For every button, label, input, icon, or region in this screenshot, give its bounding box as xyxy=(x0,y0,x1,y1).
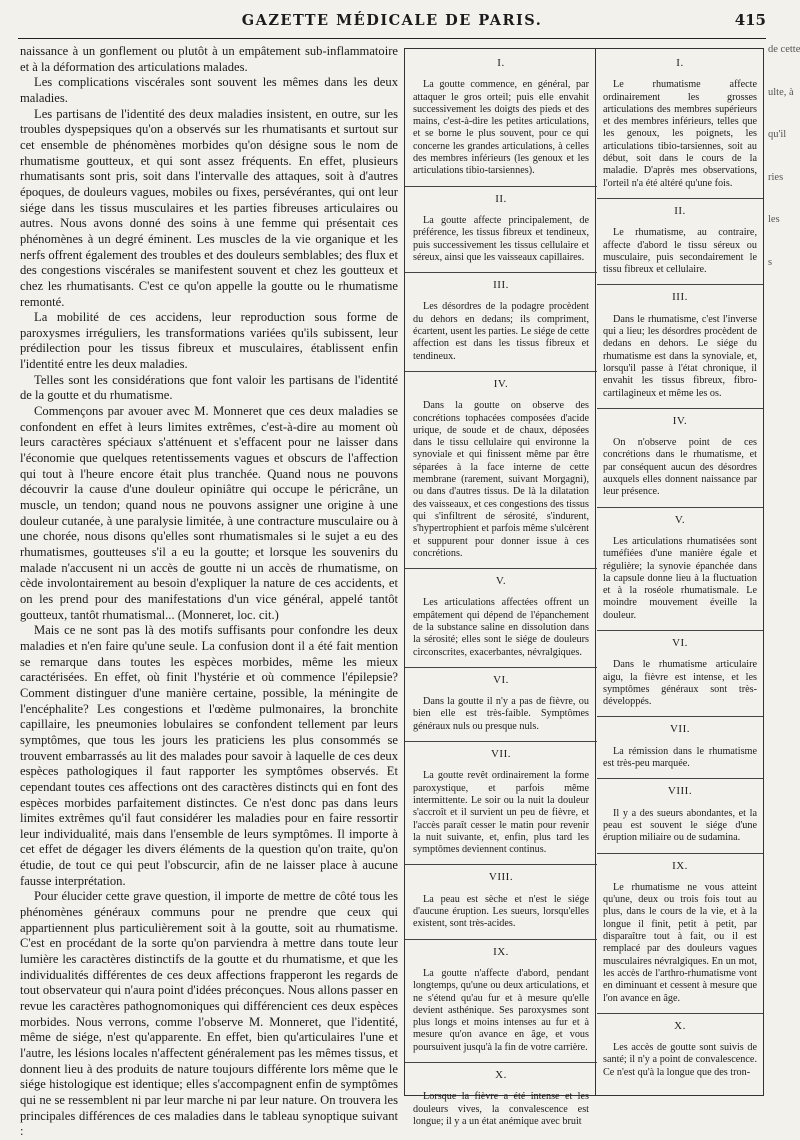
item-text: La goutte n'affecte d'abord, pendant longtemps, qu'une ou deux articulations, et ne s'étend qu'au fur et à mesure qu'elle devient asthénique. Ses paroxysmes sont plus longs et moins intenses au fur et à mesure qu'on avance en âge, et vous poursuivent jusqu'à la fin de votre carrière. xyxy=(413,967,589,1053)
item-text: Dans le rhumatisme articulaire aigu, la fièvre est intense, et les symptômes généraux sont très-développés. xyxy=(603,659,757,708)
paragraph: naissance à un gonflement ou plutôt à un empâtement sub-inflammatoire et à la déformation des articulations malades. xyxy=(20,44,398,74)
row-rule xyxy=(597,408,763,409)
rheumatism-item xyxy=(603,57,757,190)
item-text: La goutte commence, en général, par attaquer le gros orteil; puis elle envahit successivement les doigts des pieds et des mains, c'est-à-dire les petites articulations, et se borne le plus souvent, pour ce qui concerne les grandes articulations, à celles des membres inférieurs (les genoux et les articulations tibio-tarsiennes). xyxy=(413,79,589,177)
row-rule xyxy=(405,272,597,273)
row-rule xyxy=(597,853,763,854)
rheumatism-item xyxy=(603,785,757,844)
gout-item xyxy=(413,279,589,363)
item-text: La goutte affecte principalement, de préférence, les tissus fibreux et tendineux, puis successivement les tissus cellulaire et séreux, ainsi que les vaisseaux capillaires. xyxy=(413,214,589,263)
item-number: V. xyxy=(495,575,507,588)
fragment-line: qu'il xyxy=(768,129,787,140)
row-rule xyxy=(597,716,763,717)
item-number: IV. xyxy=(493,377,509,390)
item-text: Le rhumatisme affecte ordinairement les grosses articulations des membres supérieurs et des membres inférieurs, telles que les genoux, les poignets, les articulations tibio-tarsiennes, soit au début, soit dans le cours de la maladie. D'après mes observations, l'orteil n'a été altéré qu'une fois. xyxy=(603,79,757,189)
item-number: III. xyxy=(493,279,509,292)
item-number: I. xyxy=(497,57,505,69)
page-header xyxy=(18,10,766,36)
rheumatism-item xyxy=(603,860,757,1005)
gout-item xyxy=(413,575,589,659)
rheumatism-column xyxy=(603,55,757,1095)
main-text-column xyxy=(20,44,398,1139)
synoptic-table xyxy=(404,48,764,1127)
item-text: Le rhumatisme, au contraire, affecte d'abord le tissu séreux ou musculaire, puis secondairement le tissu fibreux et cellulaire. xyxy=(603,227,757,276)
item-number: IX. xyxy=(493,945,509,958)
rheumatism-item xyxy=(603,514,757,622)
fragment-line: de cette xyxy=(768,44,800,55)
fragment-line: ries xyxy=(768,171,784,183)
paragraph: Pour élucider cette grave question, il importe de mettre de côté tous les phénomènes généraux communs pour ne prendre que ceux qui appartiennent plus particulièrement soit à la goutte, soit au rhumatisme. C'est en procédant de la sorte qu'on parviendra à mettre dans toute leur lumière les caractères distinctifs de la goutte et du rhumatisme, et que les individualités différentes de ces deux affections frapperont les regards de tout observateur qui n'aura point d'idées préconçues. Nous allons passer en revue les caractères pathognomoniques qui différencient ces deux espèces morbides. Nous verrons, comme l'observe M. Monneret, que l'identité, même de siége, n'est qu'apparente. En effet, bien qu'articulaires l'une et l'autre, les lésions locales n'affectent généralement pas les mêmes tissus, et donnent lieu à des produits de nature toujours différente lors même que le siége histologique est identique; elles s'accompagnent enfin de symptômes qui ne se ressemblent ni par leur marche ni par leur nature. On trouvera les principales différences de ces maladies dans le tableau synoptique suivant : xyxy=(20,889,398,1139)
header-rule xyxy=(18,38,766,39)
rheumatism-item xyxy=(603,1020,757,1079)
item-number: IX. xyxy=(672,859,688,872)
gout-item xyxy=(413,193,589,264)
item-number: VI. xyxy=(672,636,688,649)
gout-item xyxy=(413,946,589,1054)
rheumatism-item xyxy=(603,415,757,499)
paragraph: Les partisans de l'identité des deux maladies insistent, en outre, sur les troubles dyspepsiques qu'on a observés sur les rhumatisants et surtout sur cet ensemble de phénomènes morbides qu'on désigne sous le nom de rhumatisme goutteux, et qui sont assez fréquents. En effet, plusieurs rhumatisants sont pris, soit dans l'intervalle des attaques, soit à d'autres époques, de douleurs vagues, mobiles ou fixes, persévérantes, qui ont leur siége dans les tissus musculaires et les parties fibreuses articulaires ou autres. Nous avons donné des soins à une femme qui présentait ces phénomènes à un degré éminent. Les muscles de la vie organique et les nerfs offrent également des troubles et des douleurs semblables; des flux et des congestions viscérales se manifestent souvent et chez les goutteux et chez les rhumatisants. C'est ce qu'on appelle la goutte ou le rhumatisme remonté. xyxy=(20,106,398,309)
item-number: VIII. xyxy=(488,871,514,884)
item-text: On n'observe point de ces concrétions dans le rhumatisme, et par conséquent aucun des désordres auxquels elles donnent naissance par leur présence. xyxy=(603,437,757,498)
row-rule xyxy=(597,198,763,199)
item-text: Il y a des sueurs abondantes, et la peau est souvent le siége d'une éruption miliaire ou de sudamina. xyxy=(603,807,757,844)
item-number: V. xyxy=(674,513,686,526)
item-number: X. xyxy=(495,1069,507,1081)
fragment-line: s xyxy=(768,256,773,268)
item-text: Les articulations rhumatisées sont tuméfiées d'une manière égale et régulière; la synovie épanchée dans la capsule donne lieu à la fluctuation et à la roséole rhumatismale. Le moindre mouvement éveille la douleur. xyxy=(603,535,757,621)
rheumatism-item xyxy=(603,723,757,770)
item-text: Lorsque la fièvre a été intense et les douleurs vives, la convalescence est longue; il y a un état anémique avec bruit xyxy=(413,1091,589,1127)
paragraph: La mobilité de ces accidens, leur reproduction sous forme de paroxysmes irréguliers, les transformations variées qu'ils subissent, leur prédilection pour les tissus fibreux et musculaires, établissent enfin l'identité entre les deux maladies. xyxy=(20,310,398,372)
row-rule xyxy=(405,864,597,865)
page-number: 415 xyxy=(734,11,766,29)
item-number: VIII. xyxy=(667,785,693,798)
row-rule xyxy=(405,741,597,742)
rheumatism-item xyxy=(603,637,757,708)
rheumatism-item xyxy=(603,205,757,276)
gout-item xyxy=(413,57,589,178)
paragraph: Telles sont les considérations que font valoir les partisans de l'identité de la goutte et du rhumatisme. xyxy=(20,372,398,403)
fragment-line: ulte, à xyxy=(768,86,794,98)
fragment-line: les xyxy=(768,214,780,225)
gout-item xyxy=(413,748,589,856)
item-text: La rémission dans le rhumatisme est très-peu marquée. xyxy=(603,745,757,770)
item-number: II. xyxy=(674,204,686,217)
item-number: X. xyxy=(674,1019,686,1032)
item-text: Les accès de goutte sont suivis de santé; il n'y a point de convalescence. Ce n'est qu'à la longue que des tron- xyxy=(603,1042,757,1078)
gout-column xyxy=(413,55,589,1127)
item-text: Dans la goutte il n'y a pas de fièvre, ou bien elle est très-faible. Symptômes généraux nuls ou presque nuls. xyxy=(413,696,589,732)
item-number: I. xyxy=(676,57,684,69)
gout-item xyxy=(413,871,589,930)
row-rule xyxy=(405,667,597,668)
rheumatism-item xyxy=(603,291,757,399)
row-rule xyxy=(597,630,763,631)
item-text: Dans la goutte on observe des concrétions tophacées composées d'acide urique, de soude et de chaux, déposées dans le tissu cellulaire qui environne la synoviale et qui finissent même par être séparées à la face interne de cette membrane (rarement, suivant Morgagni), ou dans d'autres tissus. De là la dilatation des vaisseaux, et ces congestions des tissus qui s'infiltrent de sérosité, s'indurent, s'hypertrophient et parfois même s'ulcèrent et suppurent pour donner issue à ces concrétions. xyxy=(413,400,589,559)
row-rule xyxy=(405,568,597,569)
row-rule xyxy=(597,1013,763,1014)
item-text: Dans le rhumatisme, c'est l'inverse qui a lieu; les désordres procèdent de dedans en dehors. Le siége du rhumatisme est dans la synoviale, et, lorsqu'il passe à l'état chronique, il envahit les tissus fibreux, fibro-cartilagineux et même les os. xyxy=(603,313,757,399)
journal-title: GAZETTE MÉDICALE DE PARIS. xyxy=(241,12,543,29)
row-rule xyxy=(405,371,597,372)
row-rule xyxy=(597,778,763,779)
paragraph: Commençons par avouer avec M. Monneret que ces deux maladies se confondent en effet à leurs limites extrêmes, c'est-à-dire au moment où leurs caractères spéciaux s'atténuent et s'effacent pour ne laisser dans l'économie que quelques retentissements vagues et obscurs de l'affection qui tout à l'heure encore était plus tranchée. Quand nous ne pouvons découvrir la cause d'une douleur opiniâtre qui occupe le péricrâne, un muscle, un tendon; quand nous ne pouvons assigner une origine à une douleur cutanée, à une paralysie limitée, à une contracture musculaire ou à une chorée, nous disons qu'elles sont rhumatismales si le sujet a eu des rhumatismes, goutteuses s'il a eu la goutte; et lorsque les souvenirs du malade n'accusent ni un accès de goutte ni un accès de rhumatisme, on cède involontairement au besoin d'expliquer la nature de ces accidents, et on les prend pour des manifestations d'un vice général, appelé tantôt goutteux, tantôt rhumatismal... (Monneret, loc. cit.) xyxy=(20,404,398,622)
item-text: La peau est sèche et n'est le siége d'aucune éruption. Les sueurs, lorsqu'elles existent, sont très-acides. xyxy=(413,893,589,930)
row-rule xyxy=(597,507,763,508)
item-number: VI. xyxy=(493,673,509,686)
row-rule xyxy=(405,186,597,187)
item-text: Le rhumatisme ne vous atteint qu'une, deux ou trois fois tout au plus, dans le cours de la vie, et à la longue il finit, petit à petit, par disparaître tout à fait, ou il est remplacé par des douleurs vagues musculaires névralgiques. En un mot, les accès de l'arthro-rhumatisme vont en diminuant et cessent à mesure que l'on avance en âge. xyxy=(603,881,757,1004)
row-rule xyxy=(597,284,763,285)
item-number: III. xyxy=(672,291,688,304)
paragraph: Mais ce ne sont pas là des motifs suffisants pour confondre les deux maladies et n'en faire qu'une seule. La confusion dont il a été fait mention se remarque dans toutes les espèces morbides, même les mieux caractérisées. En effet, où finit l'hystérie et où commence l'épilepsie? Comment distinguer d'une manière certaine, possible, la méningite de l'encéphalite? Les congestions et l'œdème pulmonaires, la bronchite capillaire, les pneumonies lobulaires se confondent tellement par leurs symptômes, que tous les jours les praticiens les plus consommés se trouvent embarrassés au lit des malades pour savoir à laquelle de ces deux espèces pathologiques il faut rapporter les symptômes observés. Et cependant toutes ces affections ont des caractères distincts qui en font des espèces morbides parfaitement distinctes. Ce n'est donc pas dans leurs limites extrêmes qu'il faut considérer les maladies pour en faire ressortir leur individualité, mais dans l'ensemble de leurs symptômes. Il importe à cet effet de dégager les divers éléments de la question qu'on traite, qu'on étudie, de tout ce qui peut l'obscurcir, afin de ne laisser place à aucune fausse interprétation. xyxy=(20,623,398,888)
item-text: La goutte revêt ordinairement la forme paroxystique, et parfois même intermittente. Le soir ou la nuit la douleur s'accroît et il survient un peu de fièvre, et l'accès paraît cesser le matin pour revenir la nuit suivante, et, enfin, plus tard les symptômes deviennent continus. xyxy=(413,770,589,856)
item-number: IV. xyxy=(672,414,688,427)
item-number: II. xyxy=(495,192,507,205)
item-text: Les articulations affectées offrent un empâtement qui dépend de l'épanchement de la substance saline en dissolution dans la sérosité; elles sont le siége de douleurs circonscrites, exacerbantes, névralgiques. xyxy=(413,597,589,658)
item-number: VII. xyxy=(490,748,512,761)
item-text: Les désordres de la podagre procèdent du dehors en dedans; ils compriment, écartent, usent les parties. Le siége de cette affection est dans les tissus fibreux et tendineux. xyxy=(413,301,589,362)
row-rule xyxy=(405,939,597,940)
gout-item xyxy=(413,1069,589,1128)
row-rule xyxy=(405,1062,597,1063)
gout-item xyxy=(413,674,589,733)
paragraph: Les complications viscérales sont souvent les mêmes dans les deux maladies. xyxy=(20,75,398,105)
adjacent-page-fragment xyxy=(768,44,800,1096)
item-number: VII. xyxy=(669,723,691,736)
gout-item xyxy=(413,378,589,560)
